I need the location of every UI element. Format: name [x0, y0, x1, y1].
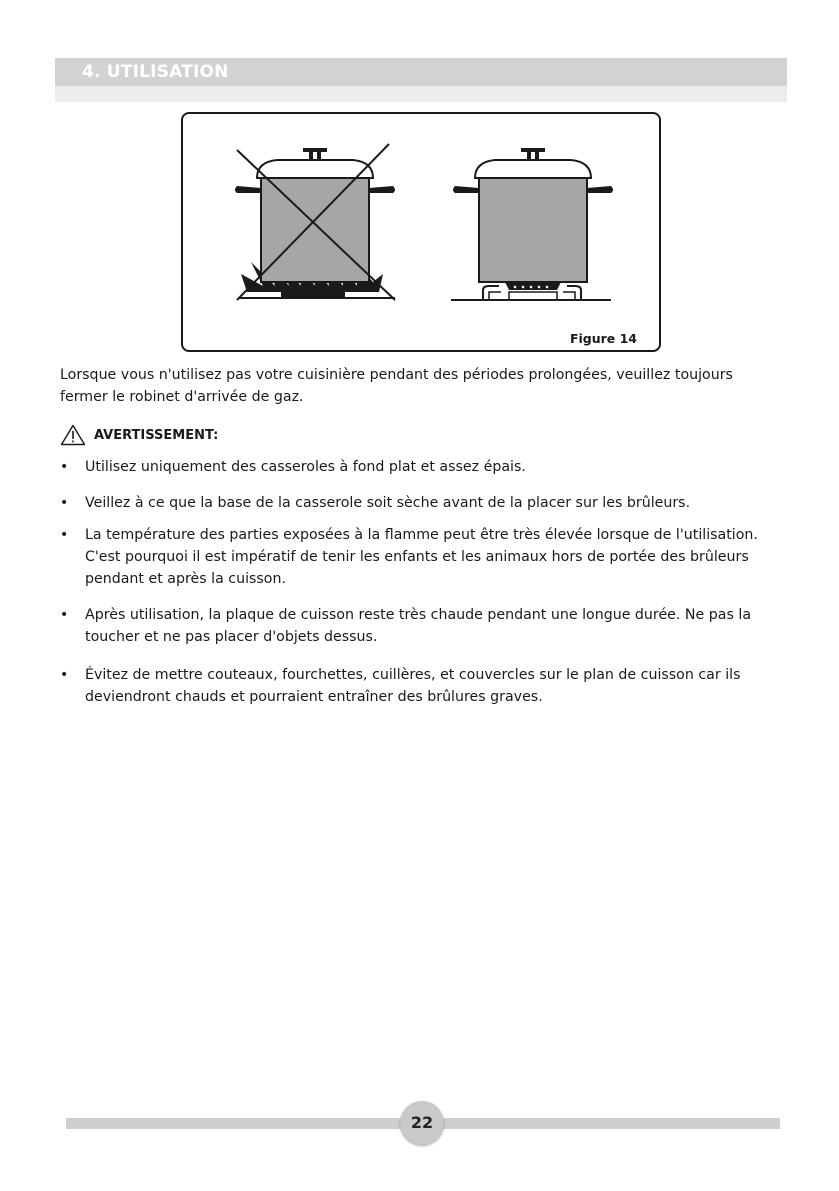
- section-header-strip: [55, 86, 787, 102]
- list-item: [60, 664, 780, 708]
- list-item-text: La température des parties exposées à la flamme peut être très élevée lorsque de l'utilisation. C'est pourquoi il est impératif de tenir les enfants et les animaux hors de portée des brûleurs pendant et après la cuisson.: [85, 527, 758, 587]
- pot-large-flame-illustration: [235, 144, 395, 300]
- page-number: 22: [400, 1101, 444, 1145]
- warning-label: AVERTISSEMENT:: [94, 427, 219, 443]
- section-title: 4. UTILISATION: [82, 62, 229, 82]
- list-item-text: Après utilisation, la plaque de cuisson reste très chaude pendant une longue durée. Ne pas la toucher et ne pas placer d'objets dessus.: [85, 607, 752, 645]
- list-item-text: Veillez à ce que la base de la casserole soit sèche avant de la placer sur les brûleurs.: [85, 495, 691, 511]
- list-item: [60, 456, 780, 478]
- list-item-text: Évitez de mettre couteaux, fourchettes, cuillères, et couvercles sur le plan de cuisson car ils deviendront chauds et pourraient entraîner des brûlures graves.: [85, 667, 741, 705]
- list-item: [60, 604, 780, 648]
- figure-14: [181, 112, 661, 352]
- list-item: [60, 524, 780, 590]
- figure-illustration: [183, 114, 659, 350]
- intro-paragraph: Lorsque vous n'utilisez pas votre cuisinière pendant des périodes prolongées, veuillez toujours fermer le robinet d'arrivée de gaz.: [60, 367, 733, 405]
- pot-correct-flame-illustration: [451, 148, 613, 300]
- warning-triangle-icon: [60, 424, 86, 446]
- bullet-icon: •: [60, 459, 69, 475]
- figure-caption: Figure 14: [569, 331, 637, 346]
- bullet-icon: •: [60, 667, 69, 683]
- bullet-icon: •: [60, 527, 69, 543]
- bullet-icon: •: [60, 495, 69, 511]
- list-item: [60, 492, 780, 514]
- warning-heading: [60, 422, 218, 448]
- bullet-icon: •: [60, 607, 69, 623]
- list-item-text: Utilisez uniquement des casseroles à fond plat et assez épais.: [85, 459, 526, 475]
